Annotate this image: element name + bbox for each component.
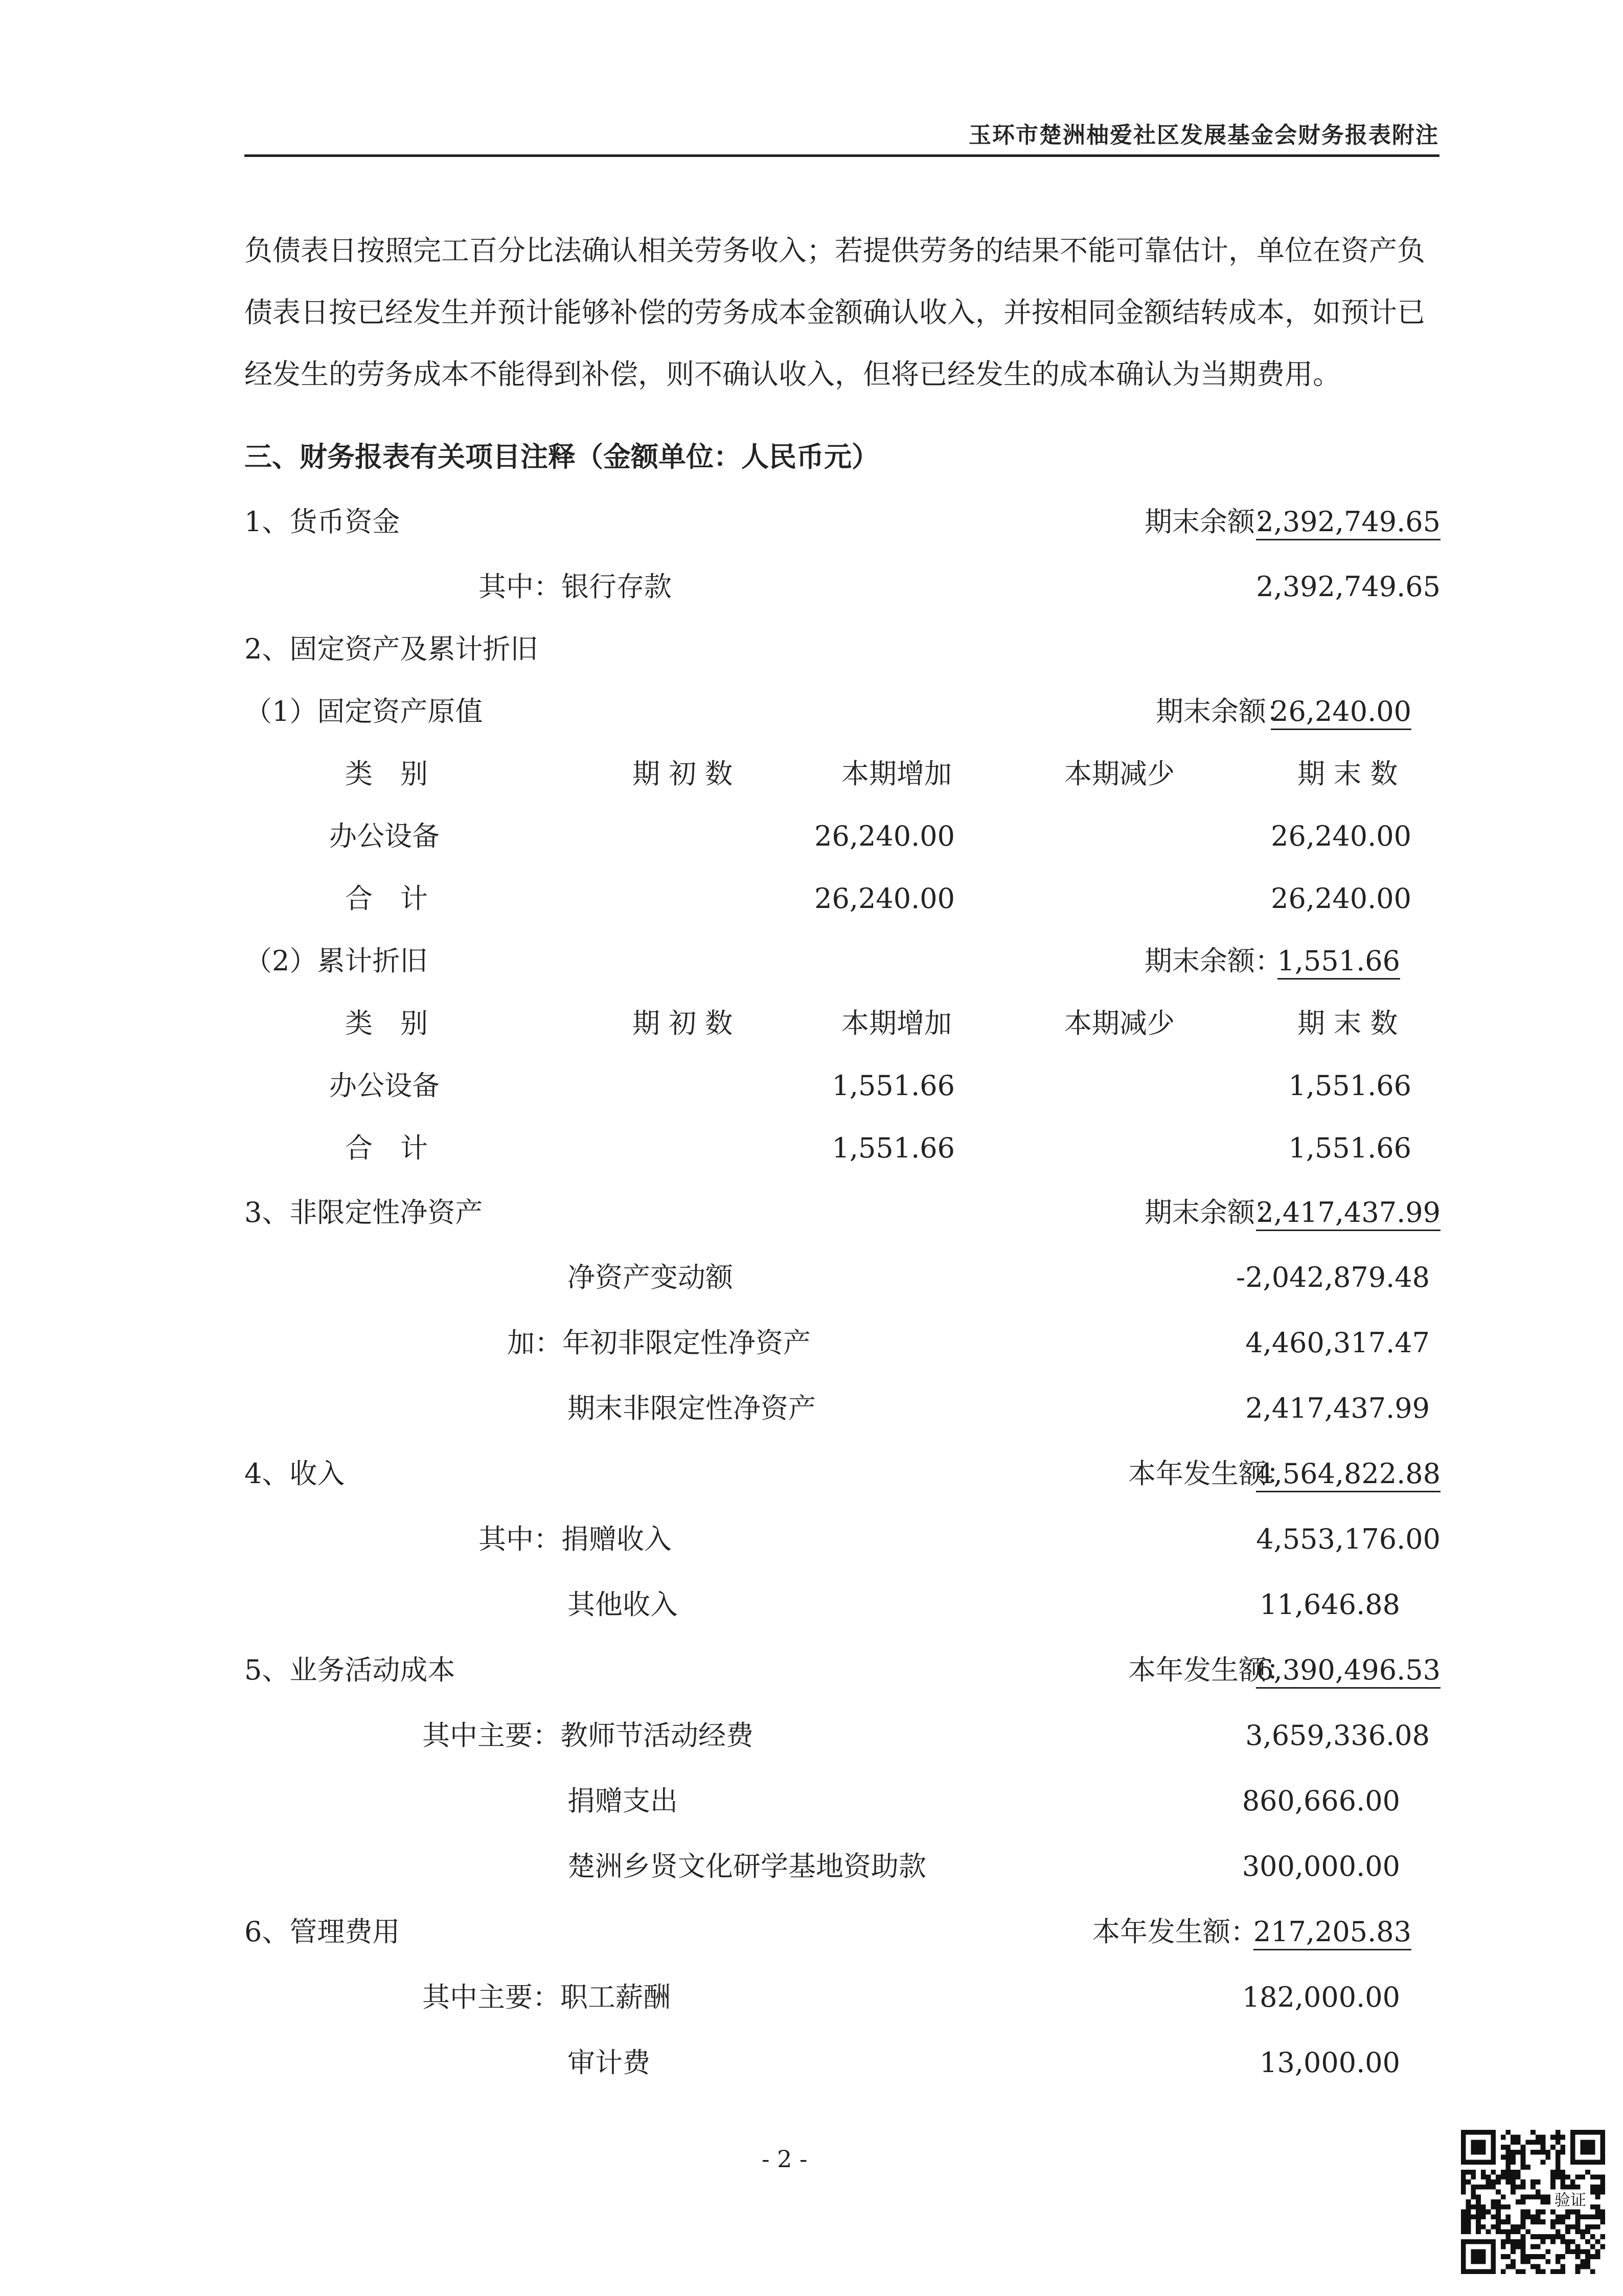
income-donation-label: 其中：捐赠收入 — [478, 1523, 672, 1555]
table-row-end: 1,551.66 — [1288, 1132, 1411, 1164]
col-header-end: 期 末 数 — [1297, 758, 1398, 790]
intro-line: 负债表日按照完工百分比法确认相关劳务收入；若提供劳务的结果不能可靠估计，单位在资产负 — [244, 234, 1426, 267]
activity-cost-item2-label: 捐赠支出 — [567, 1785, 678, 1817]
net-assets-balance-label: 期末余额： — [1145, 1196, 1283, 1229]
admin-cost-item1-value: 182,000.00 — [1242, 1981, 1400, 2013]
intro-paragraph — [244, 220, 1441, 405]
col-header-category: 类 别 — [345, 1007, 428, 1039]
fa-original-balance-label: 期末余额： — [1156, 695, 1294, 728]
col-header-begin: 期 初 数 — [632, 758, 733, 790]
net-assets-change-value: -2,042,879.48 — [1236, 1261, 1430, 1293]
admin-cost-amount-value: 217,205.83 — [1253, 1918, 1411, 1946]
header-rule — [244, 154, 1439, 157]
cash-title: 1、货币资金 — [244, 506, 400, 538]
activity-cost-title: 5、业务活动成本 — [244, 1654, 455, 1686]
admin-cost-item2-value: 13,000.00 — [1260, 2047, 1400, 2079]
net-assets-end-value: 2,417,437.99 — [1245, 1392, 1430, 1424]
cash-sub-value: 2,392,749.65 — [1256, 571, 1441, 603]
net-assets-change-label: 净资产变动额 — [567, 1261, 733, 1293]
report-header-title: 玉环市楚洲柚爱社区发展基金会财务报表附注 — [969, 122, 1439, 148]
activity-cost-item1-label: 其中主要：教师节活动经费 — [422, 1719, 753, 1752]
qr-code-icon[interactable] — [1461, 2130, 1605, 2274]
fa-original-title: （1）固定资产原值 — [244, 695, 483, 728]
net-assets-add-value: 4,460,317.47 — [1245, 1327, 1430, 1359]
activity-cost-amount-label: 本年发生额： — [1128, 1654, 1294, 1686]
table-row-end: 26,240.00 — [1271, 820, 1411, 852]
col-header-increase: 本期增加 — [841, 758, 952, 790]
income-other-label: 其他收入 — [567, 1588, 678, 1621]
activity-cost-item3-label: 楚洲乡贤文化研学基地资助款 — [567, 1850, 926, 1882]
cash-sub-label: 其中：银行存款 — [478, 571, 672, 603]
admin-cost-amount-label: 本年发生额： — [1092, 1916, 1258, 1948]
col-header-category: 类 别 — [345, 758, 428, 790]
income-other-value: 11,646.88 — [1260, 1588, 1400, 1621]
activity-cost-item3-value: 300,000.00 — [1242, 1850, 1400, 1882]
col-header-increase: 本期增加 — [841, 1007, 952, 1039]
qr-verify-label: 验证 — [1554, 2191, 1587, 2210]
table-row-category: 办公设备 — [329, 1070, 440, 1102]
fa-depreciation-balance-value: 1,551.66 — [1277, 947, 1400, 975]
table-row-category: 合 计 — [345, 1132, 428, 1164]
col-header-end: 期 末 数 — [1297, 1007, 1398, 1039]
net-assets-end-label: 期末非限定性净资产 — [567, 1392, 816, 1424]
income-title: 4、收入 — [244, 1458, 345, 1490]
cash-balance-label: 期末余额： — [1145, 506, 1283, 538]
admin-cost-item1-label: 其中主要：职工薪酬 — [422, 1981, 671, 2013]
table-row-category: 合 计 — [345, 882, 428, 915]
activity-cost-amount-value: 6,390,496.53 — [1256, 1656, 1441, 1684]
fixed-assets-title: 2、固定资产及累计折旧 — [244, 633, 538, 665]
table-row-increase: 26,240.00 — [814, 820, 955, 852]
table-row-increase: 1,551.66 — [832, 1070, 955, 1102]
intro-line: 经发生的劳务成本不能得到补偿，则不确认收入，但将已经发生的成本确认为当期费用。 — [244, 358, 1341, 391]
admin-cost-item2-label: 审计费 — [567, 2047, 650, 2079]
table-row-end: 26,240.00 — [1271, 882, 1411, 915]
section-title: 三、财务报表有关项目注释（金额单位：人民币元） — [244, 440, 879, 473]
activity-cost-item2-value: 860,666.00 — [1242, 1785, 1400, 1817]
table-row-increase: 26,240.00 — [814, 882, 955, 915]
net-assets-balance-value: 2,417,437.99 — [1256, 1199, 1441, 1226]
net-assets-add-label: 加：年初非限定性净资产 — [507, 1327, 811, 1359]
income-donation-value: 4,553,176.00 — [1256, 1523, 1441, 1555]
table-row-category: 办公设备 — [329, 820, 440, 852]
col-header-decrease: 本期减少 — [1064, 758, 1175, 790]
income-amount-label: 本年发生额： — [1128, 1458, 1294, 1490]
col-header-decrease: 本期减少 — [1064, 1007, 1175, 1039]
cash-balance-value: 2,392,749.65 — [1256, 508, 1441, 536]
activity-cost-item1-value: 3,659,336.08 — [1245, 1719, 1430, 1752]
fa-depreciation-balance-label: 期末余额： — [1145, 945, 1283, 977]
intro-line: 债表日按已经发生并预计能够补偿的劳务成本金额确认收入，并按相同金额结转成本，如预计已 — [244, 296, 1426, 329]
fa-original-balance-value: 26,240.00 — [1271, 698, 1411, 725]
net-assets-title: 3、非限定性净资产 — [244, 1196, 483, 1229]
income-amount-value: 4,564,822.88 — [1256, 1460, 1441, 1488]
fa-depreciation-title: （2）累计折旧 — [244, 945, 428, 977]
col-header-begin: 期 初 数 — [632, 1007, 733, 1039]
page-number: - 2 - — [762, 2145, 808, 2173]
admin-cost-title: 6、管理费用 — [244, 1916, 400, 1948]
table-row-end: 1,551.66 — [1288, 1070, 1411, 1102]
table-row-increase: 1,551.66 — [832, 1132, 955, 1164]
